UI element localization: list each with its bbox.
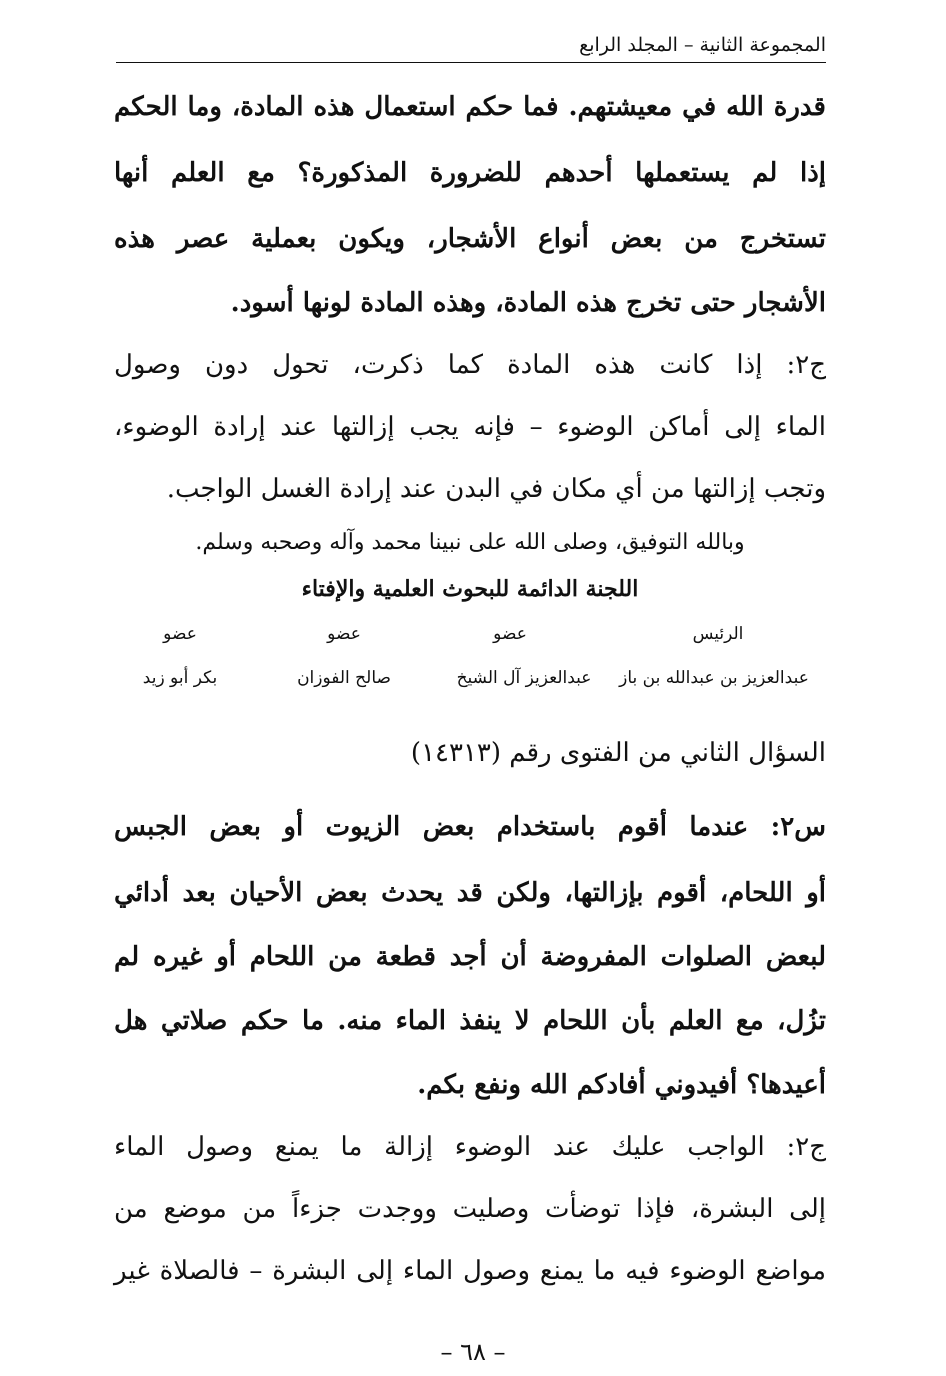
president-name: عبدالعزيز بن عبدالله بن باز: [619, 668, 809, 688]
question-line: س٢: عندما أقوم باستخدام بعض الزيوت أو بعض الجبس: [114, 812, 826, 842]
member-title: عضو: [327, 624, 361, 644]
committee-name: اللجنة الدائمة للبحوث العلمية والإفتاء: [301, 576, 639, 602]
question-line: أو اللحام، أقوم بإزالتها، ولكن قد يحدث بعض الأحيان بعد أدائي: [114, 878, 826, 908]
question-line: لبعض الصلوات المفروضة أن أجد قطعة من اللحام أو غيره لم: [114, 942, 826, 972]
answer-line: إلى البشرة، فإذا توضأت وصليت ووجدت جزءاً من موضع من: [114, 1194, 826, 1224]
page-number: – ٦٨ –: [440, 1338, 506, 1366]
member-name: صالح الفوزان: [297, 668, 391, 688]
body-line: ج٢: إذا كانت هذه المادة كما ذكرت، تحول دون وصول: [114, 350, 826, 380]
question-line: تزُل، مع العلم بأن اللحام لا ينفذ الماء منه. ما حكم صلاتي هل: [114, 1006, 826, 1036]
member-title: عضو: [163, 624, 197, 644]
question-heading: السؤال الثاني من الفتوى رقم (١٤٣١٣): [410, 738, 826, 768]
header-title: المجموعة الثانية – المجلد الرابع: [571, 34, 826, 56]
member-title: عضو: [493, 624, 527, 644]
member-name: عبدالعزيز آل الشيخ: [456, 668, 592, 688]
body-line: تستخرج من بعض أنواع الأشجار، ويكون بعملية عصر هذه: [114, 224, 826, 254]
answer-line: ج٢: الواجب عليك عند الوضوء إزالة ما يمنع وصول الماء: [114, 1132, 826, 1162]
body-line: وتجب إزالتها من أي مكان في البدن عند إرادة الغسل الواجب.: [166, 474, 826, 504]
body-line: قدرة الله في معيشتهم. فما حكم استعمال هذه المادة، وما الحكم: [114, 92, 826, 122]
body-line: إذا لم يستعملها أحدهم للضرورة المذكورة؟ مع العلم أنها: [114, 158, 826, 188]
body-line: الأشجار حتى تخرج هذه المادة، وهذه المادة لونها أسود.: [230, 288, 826, 318]
body-line: الماء إلى أماكن الوضوء – فإنه يجب إزالتها عند إرادة الوضوء،: [114, 412, 826, 442]
running-header: [116, 28, 826, 63]
member-name: بكر أبو زيد: [142, 668, 218, 688]
answer-line: مواضع الوضوء فيه ما يمنع وصول الماء إلى البشرة – فالصلاة غير: [114, 1256, 826, 1286]
closing-line: وبالله التوفيق، وصلى الله على نبينا محمد وآله وصحبه وسلم.: [195, 530, 745, 555]
question-line: أعيدها؟ أفيدوني أفادكم الله ونفع بكم.: [417, 1070, 826, 1100]
president-title: الرئيس: [692, 624, 744, 644]
